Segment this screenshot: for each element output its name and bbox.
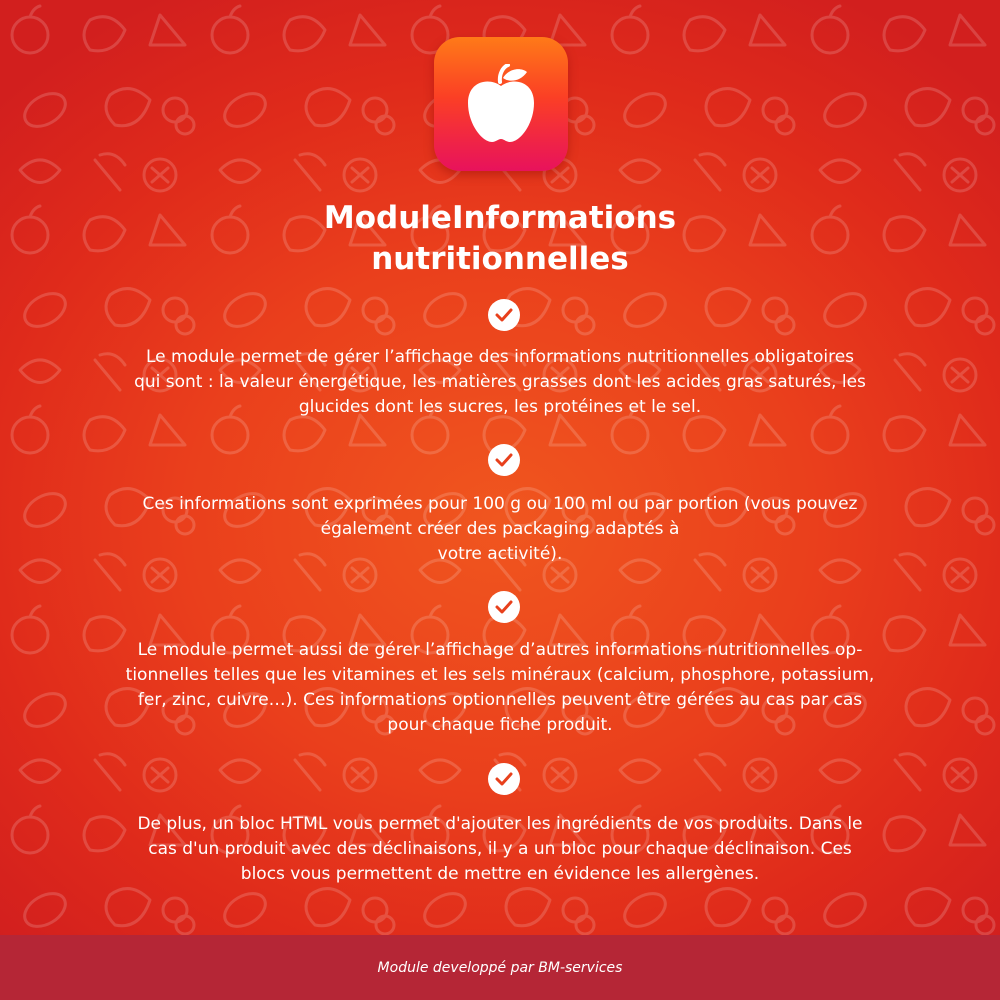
checkmark-icon: [488, 591, 520, 623]
title-line-2: nutritionnelles: [371, 241, 629, 277]
apple-icon: [463, 64, 539, 144]
feature-text-2: Ces informations sont exprimées pour 100 g ou 100 ml ou par portion (vous pouvez également créer des packaging adaptés à votre activité).: [142, 494, 858, 564]
checkmark-icon: [488, 444, 520, 476]
app-icon: [434, 37, 568, 171]
checkmark-icon: [488, 763, 520, 795]
checkmark-icon: [488, 299, 520, 331]
footer-bar: [0, 935, 1000, 1000]
title-line-1: ModuleInformations: [323, 200, 677, 236]
feature-text-1: Le module permet de gérer l’affichage des informations nutritionnelles obligatoires qui sont : la valeur énergétique, les matières grasses dont les acides gras saturés, les glucides dont les sucres, les protéines et le sel.: [134, 347, 866, 417]
feature-text-3: Le module permet aussi de gérer l’affichage d’autres informations nutritionnelles op- tionnelles telles que les vitamines et les sels minéraux (calcium, phosphore, potassium, fer, zinc, cuivre…). Ces informations optionnelles peuvent être gérées au cas par cas pour chaque fiche produit.: [125, 640, 875, 735]
page-title: [150, 198, 850, 280]
footer-credit: Module developpé par BM-services: [377, 959, 623, 976]
feature-text-4: De plus, un bloc HTML vous permet d'ajouter les ingrédients de vos produits. Dans le cas d'un produit avec des déclinaisons, il y a un bloc pour chaque déclinaison. Ces blocs vous permettent de mettre en évidence les allergènes.: [137, 814, 863, 884]
